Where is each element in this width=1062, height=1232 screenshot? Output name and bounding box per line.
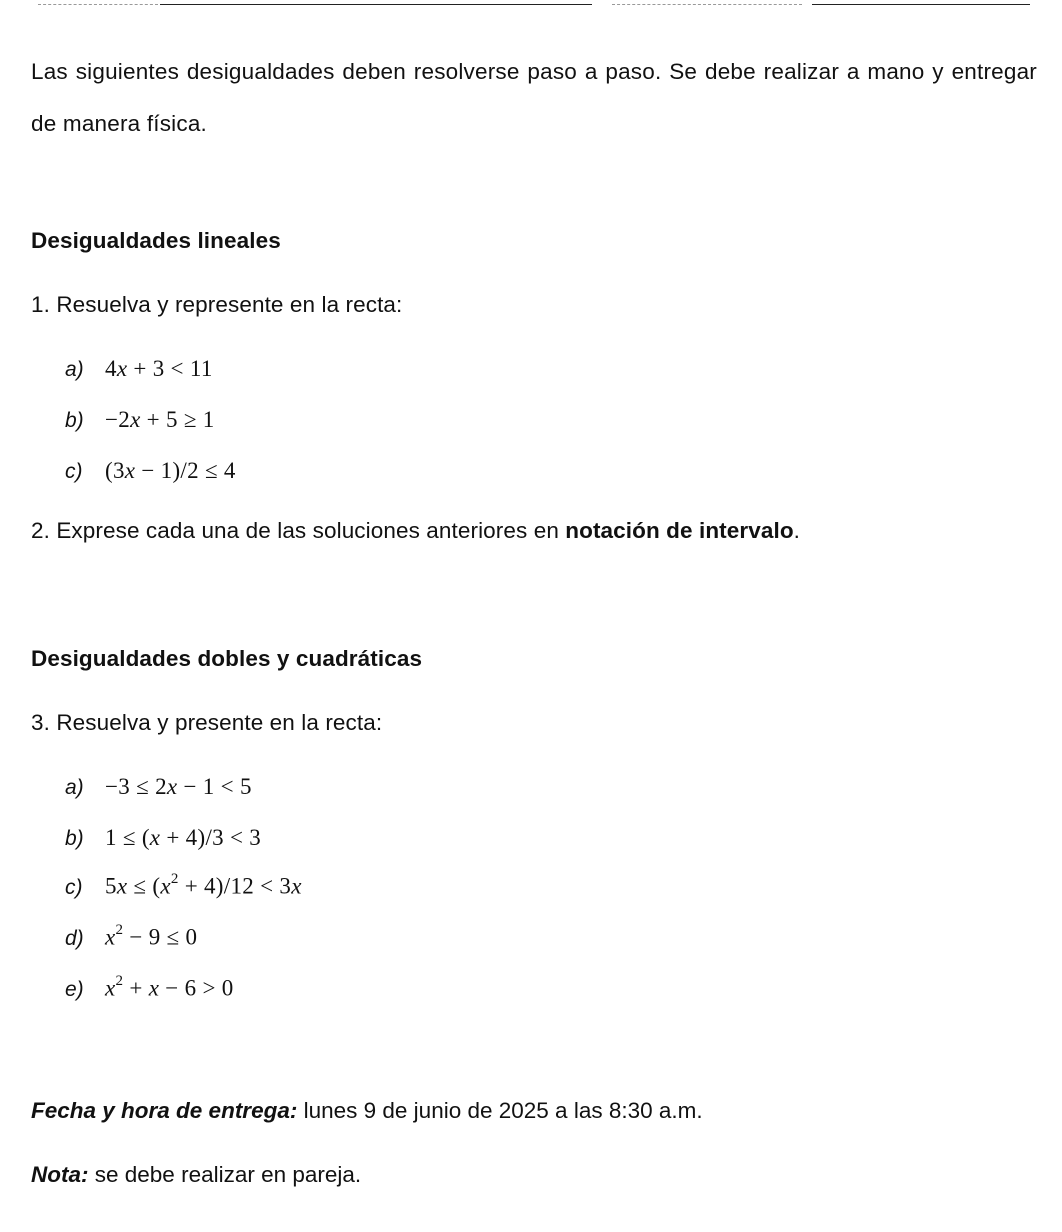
note-label: Nota: xyxy=(31,1162,89,1187)
question-3: 3. Resuelva y presente en la recta: xyxy=(31,710,383,735)
question-2-end: . xyxy=(793,518,801,543)
section-title-linear: Desigualdades lineales xyxy=(31,228,281,253)
inequality: 4x + 3 < 11 xyxy=(105,356,213,381)
exercise-3c xyxy=(65,873,302,900)
note-value: se debe realizar en pareja. xyxy=(88,1162,362,1187)
exercise-1a xyxy=(65,356,213,382)
question-2-emphasis: notación de intervalo xyxy=(565,518,794,543)
item-label: a) xyxy=(65,358,84,381)
inequality: $5x \le (x^2 + 4)/12 < 3x$ xyxy=(105,871,302,899)
top-divider xyxy=(38,4,158,5)
inequality: (3x − 1)/2 ≤ 4 xyxy=(105,458,236,483)
exercise-3a xyxy=(65,774,252,800)
inequality: −3 ≤ 2x − 1 < 5 xyxy=(105,774,252,799)
item-label: a) xyxy=(65,776,84,799)
inequality: $x^2 + x - 6 > 0$ xyxy=(105,973,234,1001)
question-2-text: 2. Exprese cada una de las soluciones anteriores en xyxy=(31,518,566,543)
inequality: −2x + 5 ≥ 1 xyxy=(105,407,215,432)
item-label: b) xyxy=(65,827,84,850)
deadline-line xyxy=(31,1098,703,1124)
exercise-3d xyxy=(65,924,197,951)
deadline-value: lunes 9 de junio de 2025 a las 8:30 a.m. xyxy=(297,1098,703,1123)
section-title-double-quadratic: Desigualdades dobles y cuadráticas xyxy=(31,646,423,671)
question-1: 1. Resuelva y represente en la recta: xyxy=(31,292,403,317)
item-label: b) xyxy=(65,409,84,432)
exercise-3b xyxy=(65,825,261,851)
question-2 xyxy=(31,518,800,544)
intro-paragraph: Las siguientes desigualdades deben resolverse paso a paso. Se debe realizar a mano y entregar de manera física. xyxy=(31,59,1037,136)
top-divider xyxy=(612,4,802,5)
note-line xyxy=(31,1162,361,1188)
item-label: c) xyxy=(65,460,83,483)
top-divider xyxy=(160,4,592,5)
exercise-3e xyxy=(65,975,234,1002)
item-label: c) xyxy=(65,875,83,899)
deadline-label: Fecha y hora de entrega: xyxy=(31,1098,298,1123)
exercise-1b xyxy=(65,407,215,433)
item-label: e) xyxy=(65,977,84,1001)
top-divider xyxy=(812,4,1030,5)
inequality: 1 ≤ (x + 4)/3 < 3 xyxy=(105,825,262,850)
exercise-1c xyxy=(65,458,236,484)
inequality: $x^2 - 9 \le 0$ xyxy=(105,922,198,950)
item-label: d) xyxy=(65,926,84,950)
